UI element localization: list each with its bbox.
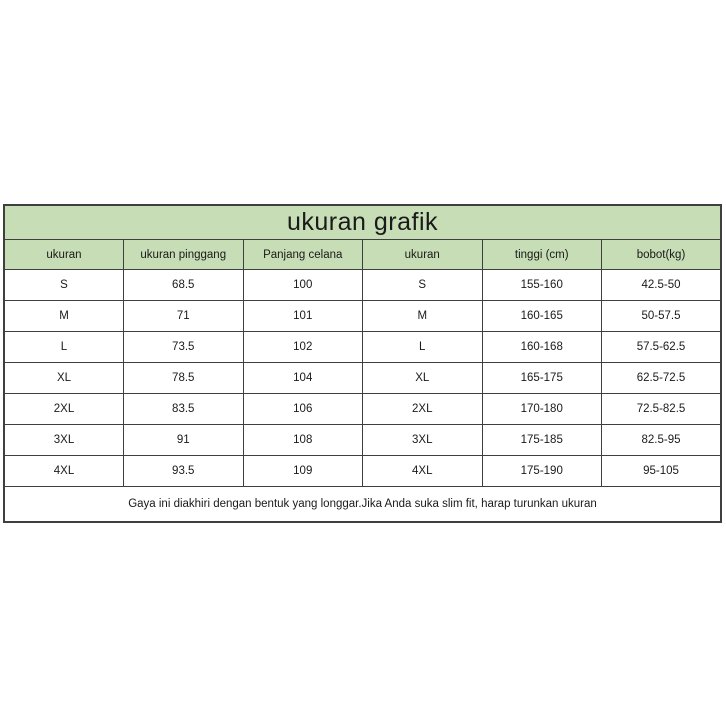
column-header-2: Panjang celana <box>243 240 363 270</box>
table-cell: 73.5 <box>124 332 244 363</box>
table-cell: XL <box>4 363 124 394</box>
table-cell: 175-190 <box>482 456 602 487</box>
table-cell: 102 <box>243 332 363 363</box>
table-cell: M <box>363 301 483 332</box>
table-cell: 91 <box>124 425 244 456</box>
table-footnote: Gaya ini diakhiri dengan bentuk yang longgar.Jika Anda suka slim fit, harap turunkan ukuran <box>4 487 721 523</box>
table-cell: 93.5 <box>124 456 244 487</box>
table-cell: 68.5 <box>124 270 244 301</box>
table-cell: 42.5-50 <box>602 270 722 301</box>
table-cell: 95-105 <box>602 456 722 487</box>
table-row-2 <box>4 332 721 363</box>
table-cell: 109 <box>243 456 363 487</box>
table-cell: 71 <box>124 301 244 332</box>
table-cell: 101 <box>243 301 363 332</box>
table-cell: XL <box>363 363 483 394</box>
table-cell: 170-180 <box>482 394 602 425</box>
table-header-row <box>4 240 721 270</box>
table-cell: S <box>363 270 483 301</box>
table-row-5 <box>4 425 721 456</box>
table-cell: 3XL <box>363 425 483 456</box>
table-cell: 106 <box>243 394 363 425</box>
table-cell: 155-160 <box>482 270 602 301</box>
table-cell: 160-168 <box>482 332 602 363</box>
table-cell: 100 <box>243 270 363 301</box>
table-row-6 <box>4 456 721 487</box>
table-cell: 62.5-72.5 <box>602 363 722 394</box>
column-header-1: ukuran pinggang <box>124 240 244 270</box>
table-cell: 165-175 <box>482 363 602 394</box>
table-row-4 <box>4 394 721 425</box>
size-chart-body <box>4 205 721 522</box>
size-chart-table <box>3 204 722 523</box>
table-cell: L <box>4 332 124 363</box>
table-cell: S <box>4 270 124 301</box>
table-cell: 78.5 <box>124 363 244 394</box>
table-cell: 2XL <box>4 394 124 425</box>
table-cell: 50-57.5 <box>602 301 722 332</box>
table-cell: 83.5 <box>124 394 244 425</box>
table-cell: 82.5-95 <box>602 425 722 456</box>
table-cell: 2XL <box>363 394 483 425</box>
table-footnote-row <box>4 487 721 523</box>
table-row-1 <box>4 301 721 332</box>
table-cell: 108 <box>243 425 363 456</box>
table-cell: 4XL <box>363 456 483 487</box>
column-header-5: bobot(kg) <box>602 240 722 270</box>
table-cell: L <box>363 332 483 363</box>
table-cell: 3XL <box>4 425 124 456</box>
column-header-4: tinggi (cm) <box>482 240 602 270</box>
table-row-0 <box>4 270 721 301</box>
table-cell: 72.5-82.5 <box>602 394 722 425</box>
table-cell: M <box>4 301 124 332</box>
table-title-row <box>4 205 721 240</box>
column-header-0: ukuran <box>4 240 124 270</box>
table-cell: 4XL <box>4 456 124 487</box>
table-cell: 160-165 <box>482 301 602 332</box>
column-header-3: ukuran <box>363 240 483 270</box>
table-title: ukuran grafik <box>4 205 721 240</box>
table-cell: 57.5-62.5 <box>602 332 722 363</box>
table-cell: 104 <box>243 363 363 394</box>
table-row-3 <box>4 363 721 394</box>
table-cell: 175-185 <box>482 425 602 456</box>
